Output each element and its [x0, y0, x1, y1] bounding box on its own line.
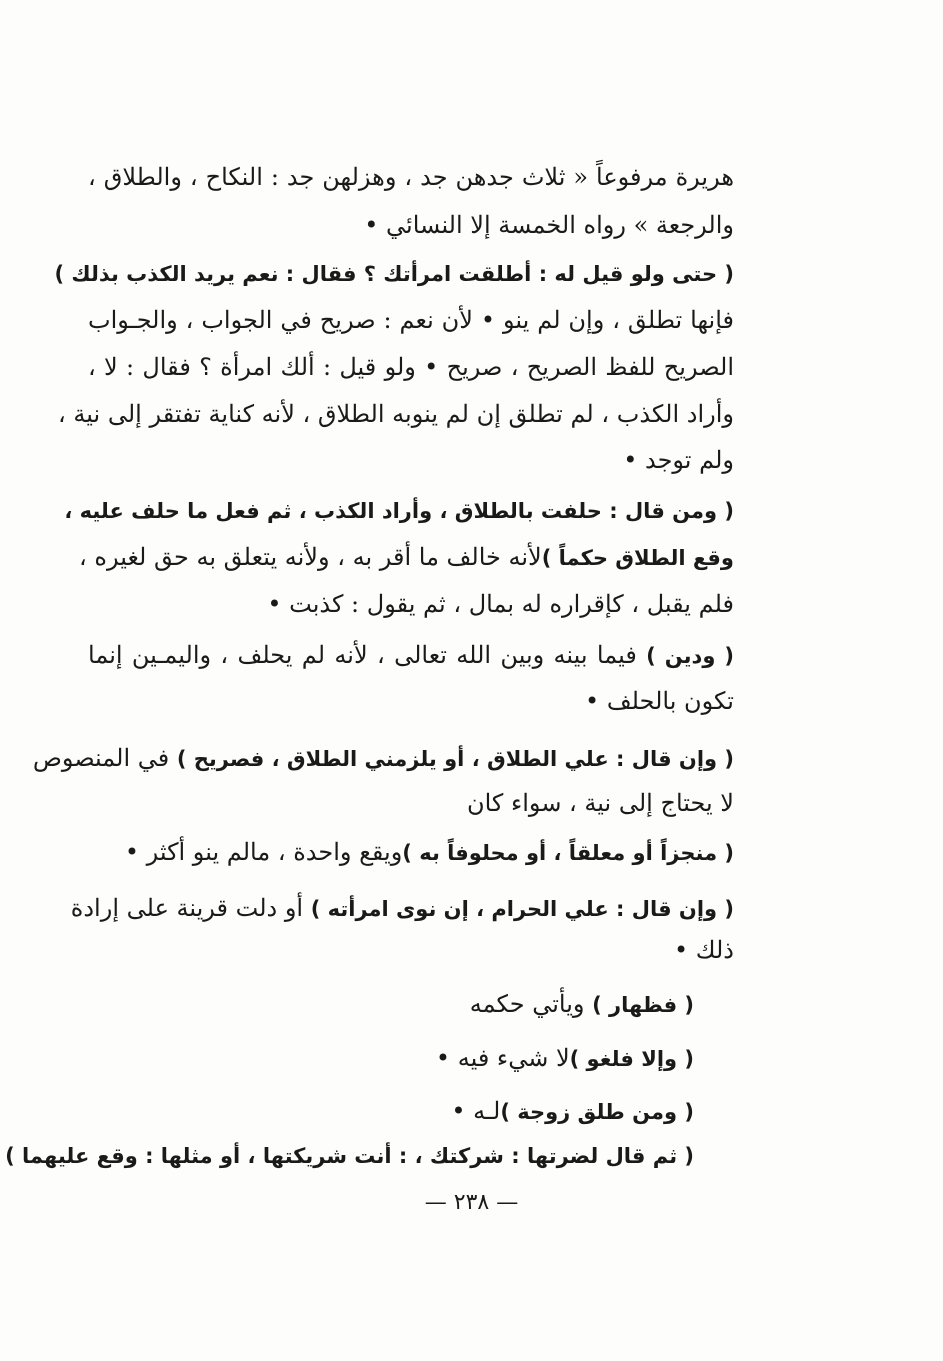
bold-matn-text: ( ومن قال : حلفت بالطلاق ، وأراد الكذب ، ثم فعل ما حلف عليه ، [64, 499, 734, 523]
text-line [58, 397, 734, 431]
bold-matn-text: ( وإلا فلغو ) [569, 1047, 694, 1071]
commentary-text: الصريح للفظ الصريح ، صريح • ولو قيل : ألك امرأة ؟ فقال : لا ، [88, 353, 734, 381]
commentary-text: ولم توجد • [623, 446, 734, 474]
commentary-text: ذلك • [673, 936, 734, 964]
text-line [585, 684, 734, 718]
commentary-text: فلم يقبل ، كإقراره له بمال ، ثم يقول : كذبت • [267, 590, 734, 618]
commentary-text: تكون بالحلف • [585, 687, 734, 715]
text-line [436, 1041, 694, 1076]
text-line [267, 587, 734, 621]
commentary-text: لا يحتاج إلى نية ، سواء كان [466, 789, 734, 817]
commentary-text: في المنصوص [32, 744, 177, 772]
commentary-text: فيما بينه وبين الله تعالى ، لأنه لم يحلف ، واليمـين إنما [88, 641, 647, 669]
commentary-text: لا شيء فيه • [435, 1044, 570, 1072]
commentary-text: ويأتي حكمه [469, 990, 593, 1018]
text-line [623, 443, 734, 477]
text-line [451, 1094, 694, 1129]
text-line [470, 987, 694, 1022]
commentary-text: أو دلت قرينة على إرادة [70, 894, 311, 922]
text-line [88, 350, 734, 384]
text-line [467, 786, 734, 820]
bold-matn-text: ( ودين ) [646, 644, 734, 668]
commentary-text: لأنه خالف ما أقر به ، ولأنه يتعلق به حق لغيره ، [79, 543, 542, 571]
text-line [32, 741, 734, 776]
bold-matn-text: وقع الطلاق حكماً ) [541, 546, 734, 570]
commentary-text: هريرة مرفوعاً « ثلاث جدهن جد ، وهزلهن جد : النكاح ، والطلاق ، [88, 163, 734, 191]
text-line [88, 638, 734, 673]
page-number: — ٢٣٨ — [424, 1190, 519, 1215]
bold-matn-text: ( وإن قال : علي الحرام ، إن نوى امرأته ) [310, 897, 734, 921]
bold-matn-text: ( ثم قال لضرتها : شركتك ، : أنت شريكتها ، أو مثلها : وقع عليهما ) [5, 1144, 694, 1168]
text-line [88, 303, 734, 337]
commentary-text: لـه • [451, 1097, 501, 1125]
commentary-text: والرجعة » رواه الخمسة إلا النسائي • [364, 211, 734, 239]
text-line [674, 933, 734, 967]
commentary-text: وأراد الكذب ، لم تطلق إن لم ينوبه الطلاق ، لأنه كناية تفتقر إلى نية ، [58, 400, 734, 428]
text-line [125, 835, 734, 870]
commentary-text: ويقع واحدة ، مالم ينو أكثر • [124, 838, 403, 866]
text-line [54, 256, 734, 291]
text-line [64, 493, 734, 528]
text-line [5, 1138, 694, 1173]
text-line [364, 208, 734, 242]
text-line [88, 160, 734, 194]
text-line [70, 891, 734, 926]
bold-matn-text: ( منجزاً أو معلقاً ، أو محلوفاً به ) [402, 841, 734, 865]
bold-matn-text: ( حتى ولو قيل له : أطلقت امرأتك ؟ فقال : نعم يريد الكذب بذلك ) [54, 262, 734, 286]
bold-matn-text: ( وإن قال : علي الطلاق ، أو يلزمني الطلاق ، فصريح ) [176, 747, 734, 771]
bold-matn-text: ( فظهار ) [592, 993, 694, 1017]
commentary-text: فإنها تطلق ، وإن لم ينو • لأن نعم : صريح في الجواب ، والجـواب [88, 306, 734, 334]
text-line [79, 540, 734, 575]
bold-matn-text: ( ومن طلق زوجة ) [500, 1100, 694, 1124]
